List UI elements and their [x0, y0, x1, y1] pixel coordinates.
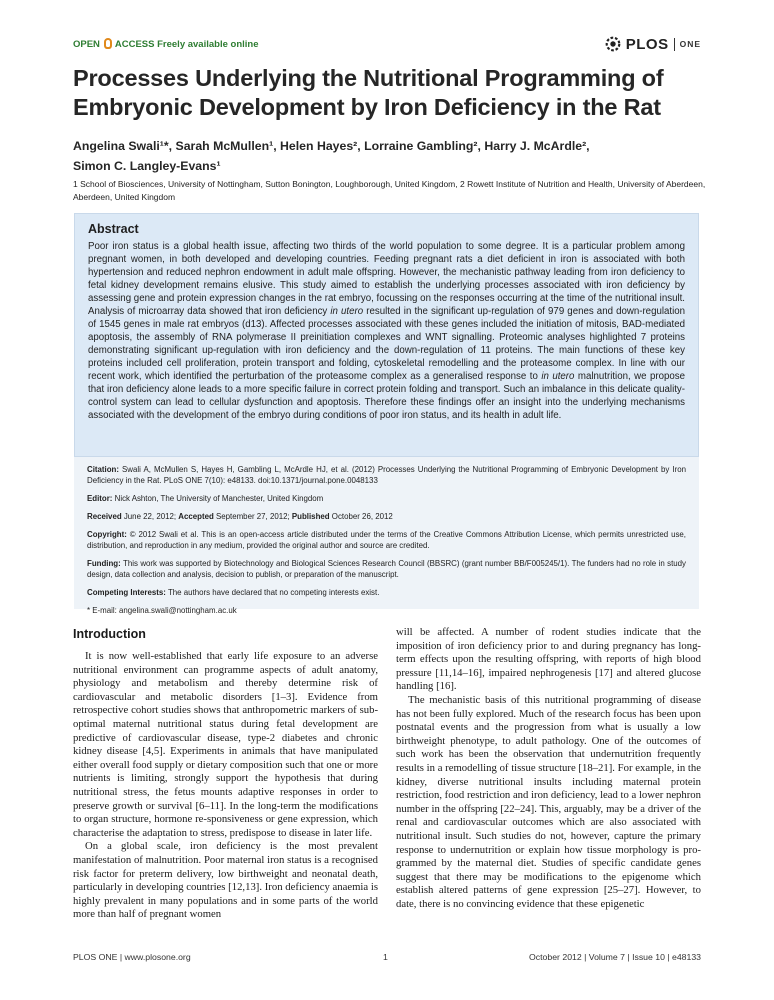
intro-paragraph-3: The mechanistic basis of this nutritional programming of disease has not been fully explored. Much of the research focus has been upon postnatal events and the progression from what is usually a low birthweight phenotype, to adult pathology. One of the outcomes of such work has been the observation that undernutrition frequently results in a remodelling of tissue structure [18–21]. For example, in the kidney, diverse nutritional insults including maternal protein restriction, food restriction and iron deficiency, lead to a lower nephron number in the offspring [22–24]. This, arguably, may be a driver of the renal and cardiovascular outcomes which are also associated with nutritional insult. Such studies do not, however, capture the primary response to undernutrition or explain how tissue morphology is pro-grammed by the maternal diet. Studies of specific candidate genes suggest that there may be modifications to the epigenome which establish altered patterns of gene expression [25–27]. However, to date, there is no convincing evidence that these epigenetic — [396, 693, 701, 910]
open-access-lock-icon — [104, 38, 112, 49]
footer-issue-info: October 2012 | Volume 7 | Issue 10 | e48133 — [529, 952, 701, 962]
abstract-text: Poor iron status is a global health issue, affecting two thirds of the world population to some degree. It is a particular problem among pregnant women, in both developed and developing countries. Feeding pregnant rats a diet deficient in iron is associated with both hypertension and reduced nephron endowment in adult male offspring. However, the mechanistic pathway leading from iron deficiency to fetal kidney development remains elusive. This study aimed to establish the underlying processes associated with iron deficiency by assessing gene and protein expression changes in the rat embryo, focussing on the responses occurring at the time of the nutritional insult. Analysis of microarray data showed that iron deficiency in utero resulted in the significant up-regulation of 979 genes and down-regulation of 1545 genes in male rat embryos (d13). Affected processes associated with these genes included the initiation of mitosis, BAD-mediated apoptosis, the assembly of RNA polymerase II preinitiation complexes and WNT signalling. Proteomic analyses highlighted 7 proteins demonstrating significant up-regulation with iron deficiency and the down-regulation of 11 proteins. The main functions of these key proteins included cell proliferation, protein transport and folding, cytoskeletal remodelling and the proteasome complex. In line with our recent work, which identified the perturbation of the proteasome complex as a generalised response to in utero malnutrition, we propose that iron deficiency alone leads to a more specific failure in correct protein folding and transport. Such an imbalance in this delicate quality-control system can lead to cellular dysfunction and apoptosis. Therefore these findings offer an insight into the underlying mechanisms associated with the development of the embryo during conditions of poor iron status, and its health in adult life. — [88, 241, 686, 421]
intro-paragraph-2-continued: will be affected. A number of rodent studies indicate that the imposition of iron deficiency prior to and during pregnancy has long-term effects upon the resulting offspring, with reports of high blood pressure [11,14–16], impaired nephrogenesis [17] and altered glucose handling [16]. — [396, 626, 701, 693]
body-column-right — [396, 626, 701, 911]
article-title: Processes Underlying the Nutritional Programming of Embryonic Development by Iron Deficiency in the Rat — [73, 65, 664, 120]
corresponding-email: * E-mail: angelina.swali@nottingham.ac.uk — [87, 606, 237, 615]
introduction-heading: Introduction — [73, 627, 146, 641]
intro-paragraph-1: It is now well-established that early life exposure to an adverse nutritional environment can programme aspects of adult anatomy, physiology and metabolism and thereby determine risk of cardiovascular and metabolic disorders [1–3]. Evidence from retrospective cohort studies shows that anthropometric markers of sub-optimal maternal nutritional status during fetal development are predictive of cardiovascular disease, type-2 diabetes and chronic kidney disease [4,5]. Experiments in animals that have manipulated either overall food supply or dietary composition such that one or more nutrients is limiting, strongly support the hypothesis that during nutritional stress, the fetus mounts adaptive responses in order to preserve growth or survival [6–11]. In the long-term the modifications to organ structure, hormone re-sponsiveness or gene expression, which characterise the adaptation to stress, predispose to disease in later life. — [73, 650, 378, 839]
logo-divider — [674, 38, 675, 51]
citation: Citation: Swali A, McMullen S, Hayes H, Gambling L, McArdle HJ, et al. (2012) Processes Underlying the Nutritional Programming of Embryonic Development by Iron Deficiency in the Rat. PLoS ONE 7(10): e48133. doi:10.1371/journal.pone.0048133 — [87, 465, 686, 485]
footer-journal-url: PLOS ONE | www.plosone.org — [73, 952, 191, 962]
author-list — [73, 136, 713, 176]
plos-one-wordmark: ONE — [679, 39, 701, 49]
plos-wordmark: PLOS — [625, 35, 669, 53]
editor: Editor: Nick Ashton, The University of Manchester, United Kingdom — [87, 494, 324, 503]
plos-gear-icon — [604, 35, 622, 53]
plos-one-logo — [604, 34, 701, 54]
article-metadata — [74, 457, 699, 615]
abstract-box — [74, 213, 699, 457]
competing-interests: Competing Interests: The authors have declared that no competing interests exist. — [87, 588, 380, 597]
publication-dates: Received June 22, 2012; Accepted September 27, 2012; Published October 26, 2012 — [87, 512, 393, 521]
page-number: 1 — [383, 952, 388, 962]
page-footer — [73, 952, 701, 966]
body-column-left — [73, 626, 378, 922]
intro-paragraph-2: On a global scale, iron deficiency is the most prevalent manifestation of malnutrition. Poor maternal iron status is a recognised risk factor for preterm delivery, low birthweight and neonatal death, particularly in developing countries [12,13]. Iron deficiency anaemia is highly prevalent in many populations and in some parts of the world more than half of pregnant women — [73, 840, 378, 921]
open-access-label: OPEN ACCESS Freely available online — [73, 39, 259, 50]
copyright: Copyright: © 2012 Swali et al. This is an open-access article distributed under the terms of the Creative Commons Attribution License, which permits unrestricted use, distribution, and reproduction in any medium, provided the original author and source are credited. — [87, 530, 686, 550]
affiliations: 1 School of Biosciences, University of Nottingham, Sutton Bonington, Loughborough, United Kingdom, 2 Rowett Institute of Nutrition and Health, University of Aberdeen, Aberdeen, United Kingdom — [73, 179, 706, 202]
journal-header — [73, 36, 701, 56]
authors-line-1: Angelina Swali¹*, Sarah McMullen¹, Helen Hayes², Lorraine Gambling², Harry J. McArdle², — [73, 139, 590, 153]
funding: Funding: This work was supported by Biotechnology and Biological Sciences Research Council (BBSRC) (grant number BB/F005245/1). The funders had no role in study design, data collection and analysis, decision to publish, or preparation of the manuscript. — [87, 559, 686, 579]
abstract-heading: Abstract — [88, 222, 139, 236]
authors-line-2: Simon C. Langley-Evans¹ — [73, 159, 221, 173]
